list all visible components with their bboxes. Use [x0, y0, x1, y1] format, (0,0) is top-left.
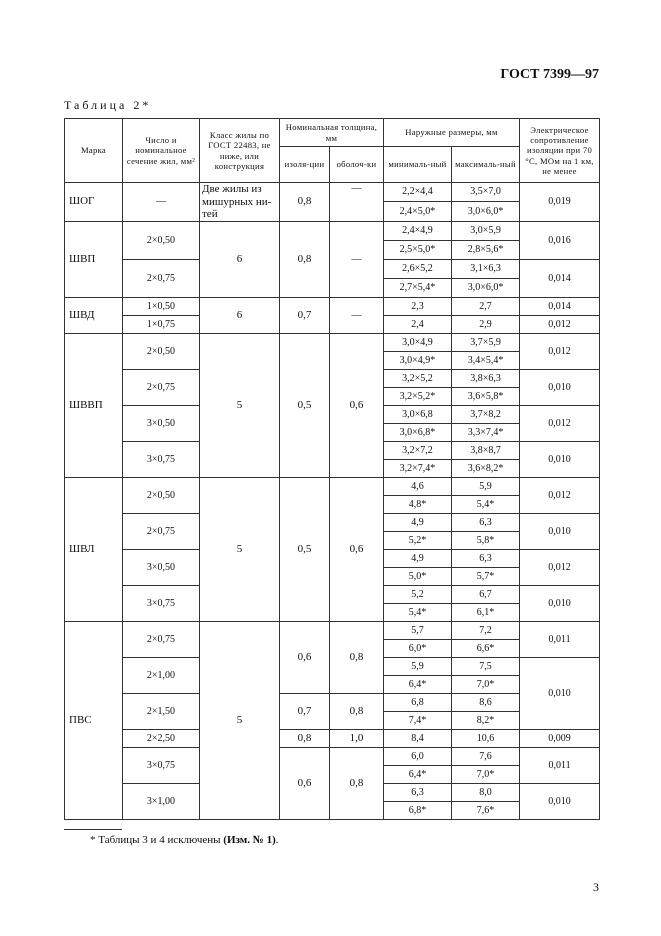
- max-cell: 3,0×5,9: [452, 222, 520, 241]
- max-cell: 3,0×6,0*: [452, 279, 520, 298]
- resistance-cell: 0,010: [520, 442, 600, 478]
- insulation-cell: 0,8: [280, 183, 330, 222]
- footnote-divider: [64, 829, 122, 830]
- document-code: ГОСТ 7399—97: [500, 67, 599, 82]
- brand-cell: ПВС: [65, 622, 123, 820]
- min-cell: 6,4*: [384, 676, 452, 694]
- construction-cell: 6: [200, 298, 280, 334]
- resistance-cell: 0,012: [520, 334, 600, 370]
- insulation-cell: 0,8: [280, 222, 330, 298]
- min-cell: 6,4*: [384, 766, 452, 784]
- max-cell: 2,8×5,6*: [452, 241, 520, 260]
- brand-cell: ШВП: [65, 222, 123, 298]
- resistance-cell: 0,010: [520, 658, 600, 730]
- resistance-cell: 0,010: [520, 586, 600, 622]
- min-cell: 2,5×5,0*: [384, 241, 452, 260]
- insulation-cell: 0,5: [280, 478, 330, 622]
- cores-cell: 1×0,75: [123, 316, 200, 334]
- min-cell: 6,0*: [384, 640, 452, 658]
- cores-cell: 2×0,75: [123, 370, 200, 406]
- cores-cell: 3×1,00: [123, 784, 200, 820]
- brand-cell: ШВД: [65, 298, 123, 334]
- sheath-cell: 0,6: [330, 334, 384, 478]
- header-cores: Число и номинальное сечение жил, мм²: [123, 119, 200, 183]
- cores-cell: 2×1,50: [123, 694, 200, 730]
- table-row: [65, 478, 600, 496]
- max-cell: 6,1*: [452, 604, 520, 622]
- resistance-cell: 0,012: [520, 406, 600, 442]
- resistance-cell: 0,012: [520, 550, 600, 586]
- header-class: Класс жилы по ГОСТ 22483, не ниже, или конструкция: [200, 119, 280, 183]
- max-cell: 7,5: [452, 658, 520, 676]
- max-cell: 5,7*: [452, 568, 520, 586]
- sheath-cell: 0,8: [330, 694, 384, 730]
- max-cell: 3,4×5,4*: [452, 352, 520, 370]
- header-brand: Марка: [65, 119, 123, 183]
- max-cell: 10,6: [452, 730, 520, 748]
- construction-cell: 5: [200, 478, 280, 622]
- resistance-cell: 0,019: [520, 183, 600, 222]
- resistance-cell: 0,009: [520, 730, 600, 748]
- sheath-cell: 1,0: [330, 730, 384, 748]
- max-cell: 8,0: [452, 784, 520, 802]
- cable-specs-table: [64, 118, 600, 820]
- min-cell: 2,2×4,4: [384, 183, 452, 202]
- table-row: [65, 694, 600, 712]
- resistance-cell: 0,011: [520, 622, 600, 658]
- resistance-cell: 0,010: [520, 370, 600, 406]
- page-number: 3: [593, 880, 599, 894]
- max-cell: 2,9: [452, 316, 520, 334]
- table-row: [65, 183, 600, 202]
- max-cell: 7,2: [452, 622, 520, 640]
- insulation-cell: 0,8: [280, 730, 330, 748]
- resistance-cell: 0,014: [520, 298, 600, 316]
- max-cell: 3,3×7,4*: [452, 424, 520, 442]
- min-cell: 6,8: [384, 694, 452, 712]
- max-cell: 6,3: [452, 514, 520, 532]
- sheath-cell: —: [330, 298, 384, 334]
- insulation-cell: 0,5: [280, 334, 330, 478]
- min-cell: 4,6: [384, 478, 452, 496]
- min-cell: 4,9: [384, 514, 452, 532]
- table-row: [65, 298, 600, 316]
- cores-cell: 2×0,75: [123, 260, 200, 298]
- max-cell: 5,9: [452, 478, 520, 496]
- brand-cell: ШОГ: [65, 183, 123, 222]
- cores-cell: 3×0,75: [123, 442, 200, 478]
- min-cell: 5,2: [384, 586, 452, 604]
- header-insulation: изоля-ции: [280, 147, 330, 183]
- cores-cell: 2×0,50: [123, 334, 200, 370]
- header-dims: Наружные размеры, мм: [384, 119, 520, 147]
- max-cell: 3,8×6,3: [452, 370, 520, 388]
- cores-cell: 2×1,00: [123, 658, 200, 694]
- insulation-cell: 0,6: [280, 622, 330, 694]
- header-thickness: Номинальная толщина, мм: [280, 119, 384, 147]
- min-cell: 5,9: [384, 658, 452, 676]
- header-max: максималь-ный: [452, 147, 520, 183]
- max-cell: 7,6*: [452, 802, 520, 820]
- cores-cell: 3×0,75: [123, 748, 200, 784]
- table-caption: Таблица 2*: [64, 98, 152, 112]
- max-cell: 7,0*: [452, 676, 520, 694]
- max-cell: 8,2*: [452, 712, 520, 730]
- max-cell: 5,8*: [452, 532, 520, 550]
- min-cell: 5,7: [384, 622, 452, 640]
- sheath-cell: —: [330, 222, 384, 298]
- max-cell: 6,7: [452, 586, 520, 604]
- table-row: [65, 622, 600, 640]
- max-cell: 7,0*: [452, 766, 520, 784]
- resistance-cell: 0,014: [520, 260, 600, 298]
- min-cell: 2,7×5,4*: [384, 279, 452, 298]
- table-row: [65, 222, 600, 241]
- min-cell: 2,4: [384, 316, 452, 334]
- cores-cell: 3×0,75: [123, 586, 200, 622]
- resistance-cell: 0,011: [520, 748, 600, 784]
- min-cell: 6,3: [384, 784, 452, 802]
- max-cell: 6,6*: [452, 640, 520, 658]
- header-resistance: Электрическое сопротивление изоляции при 70 °С, МОм на 1 км, не менее: [520, 119, 600, 183]
- resistance-cell: 0,010: [520, 784, 600, 820]
- min-cell: 3,0×4,9: [384, 334, 452, 352]
- max-cell: 3,1×6,3: [452, 260, 520, 279]
- sheath-cell: 0,8: [330, 622, 384, 694]
- min-cell: 7,4*: [384, 712, 452, 730]
- max-cell: 7,6: [452, 748, 520, 766]
- max-cell: 5,4*: [452, 496, 520, 514]
- min-cell: 2,4×4,9: [384, 222, 452, 241]
- max-cell: 3,0×6,0*: [452, 202, 520, 222]
- min-cell: 2,3: [384, 298, 452, 316]
- insulation-cell: 0,7: [280, 694, 330, 730]
- cores-cell: 3×0,50: [123, 406, 200, 442]
- cores-cell: 1×0,50: [123, 298, 200, 316]
- insulation-cell: 0,6: [280, 748, 330, 820]
- resistance-cell: 0,010: [520, 514, 600, 550]
- max-cell: 3,6×5,8*: [452, 388, 520, 406]
- max-cell: 2,7: [452, 298, 520, 316]
- cores-cell: 2×0,75: [123, 514, 200, 550]
- min-cell: 3,0×6,8*: [384, 424, 452, 442]
- min-cell: 2,6×5,2: [384, 260, 452, 279]
- min-cell: 6,0: [384, 748, 452, 766]
- construction-cell: 6: [200, 222, 280, 298]
- min-cell: 8,4: [384, 730, 452, 748]
- cores-cell: 3×0,50: [123, 550, 200, 586]
- min-cell: 3,2×7,4*: [384, 460, 452, 478]
- construction-cell: 5: [200, 334, 280, 478]
- cores-cell: 2×0,50: [123, 222, 200, 260]
- table-row: [65, 748, 600, 766]
- header-min: минималь-ный: [384, 147, 452, 183]
- max-cell: 3,6×8,2*: [452, 460, 520, 478]
- min-cell: 5,2*: [384, 532, 452, 550]
- max-cell: 3,8×8,7: [452, 442, 520, 460]
- cores-cell: 2×2,50: [123, 730, 200, 748]
- construction-cell: 5: [200, 622, 280, 820]
- min-cell: 5,0*: [384, 568, 452, 586]
- header-sheath: оболоч-ки: [330, 147, 384, 183]
- min-cell: 5,4*: [384, 604, 452, 622]
- cores-cell: 2×0,75: [123, 622, 200, 658]
- min-cell: 3,2×7,2: [384, 442, 452, 460]
- footnote-end: .: [275, 834, 279, 846]
- min-cell: 3,0×6,8: [384, 406, 452, 424]
- cores-cell: 2×0,50: [123, 478, 200, 514]
- min-cell: 6,8*: [384, 802, 452, 820]
- construction-cell: Две жилы из мишурных ни-тей: [200, 183, 280, 222]
- footnote-amendment: (Изм. № 1): [223, 834, 276, 846]
- cores-cell: —: [123, 183, 200, 222]
- brand-cell: ШВВП: [65, 334, 123, 478]
- min-cell: 3,0×4,9*: [384, 352, 452, 370]
- max-cell: 3,7×5,9: [452, 334, 520, 352]
- resistance-cell: 0,016: [520, 222, 600, 260]
- min-cell: 3,2×5,2: [384, 370, 452, 388]
- sheath-cell: 0,8: [330, 748, 384, 820]
- footnote: [90, 834, 279, 846]
- min-cell: 4,8*: [384, 496, 452, 514]
- sheath-cell: —: [330, 183, 384, 222]
- sheath-cell: 0,6: [330, 478, 384, 622]
- insulation-cell: 0,7: [280, 298, 330, 334]
- table-row: [65, 730, 600, 748]
- resistance-cell: 0,012: [520, 478, 600, 514]
- brand-cell: ШВЛ: [65, 478, 123, 622]
- footnote-text: * Таблицы 3 и 4 исключены: [90, 834, 224, 846]
- table-row: [65, 334, 600, 352]
- resistance-cell: 0,012: [520, 316, 600, 334]
- min-cell: 4,9: [384, 550, 452, 568]
- max-cell: 3,5×7,0: [452, 183, 520, 202]
- min-cell: 2,4×5,0*: [384, 202, 452, 222]
- min-cell: 3,2×5,2*: [384, 388, 452, 406]
- max-cell: 3,7×8,2: [452, 406, 520, 424]
- max-cell: 6,3: [452, 550, 520, 568]
- max-cell: 8,6: [452, 694, 520, 712]
